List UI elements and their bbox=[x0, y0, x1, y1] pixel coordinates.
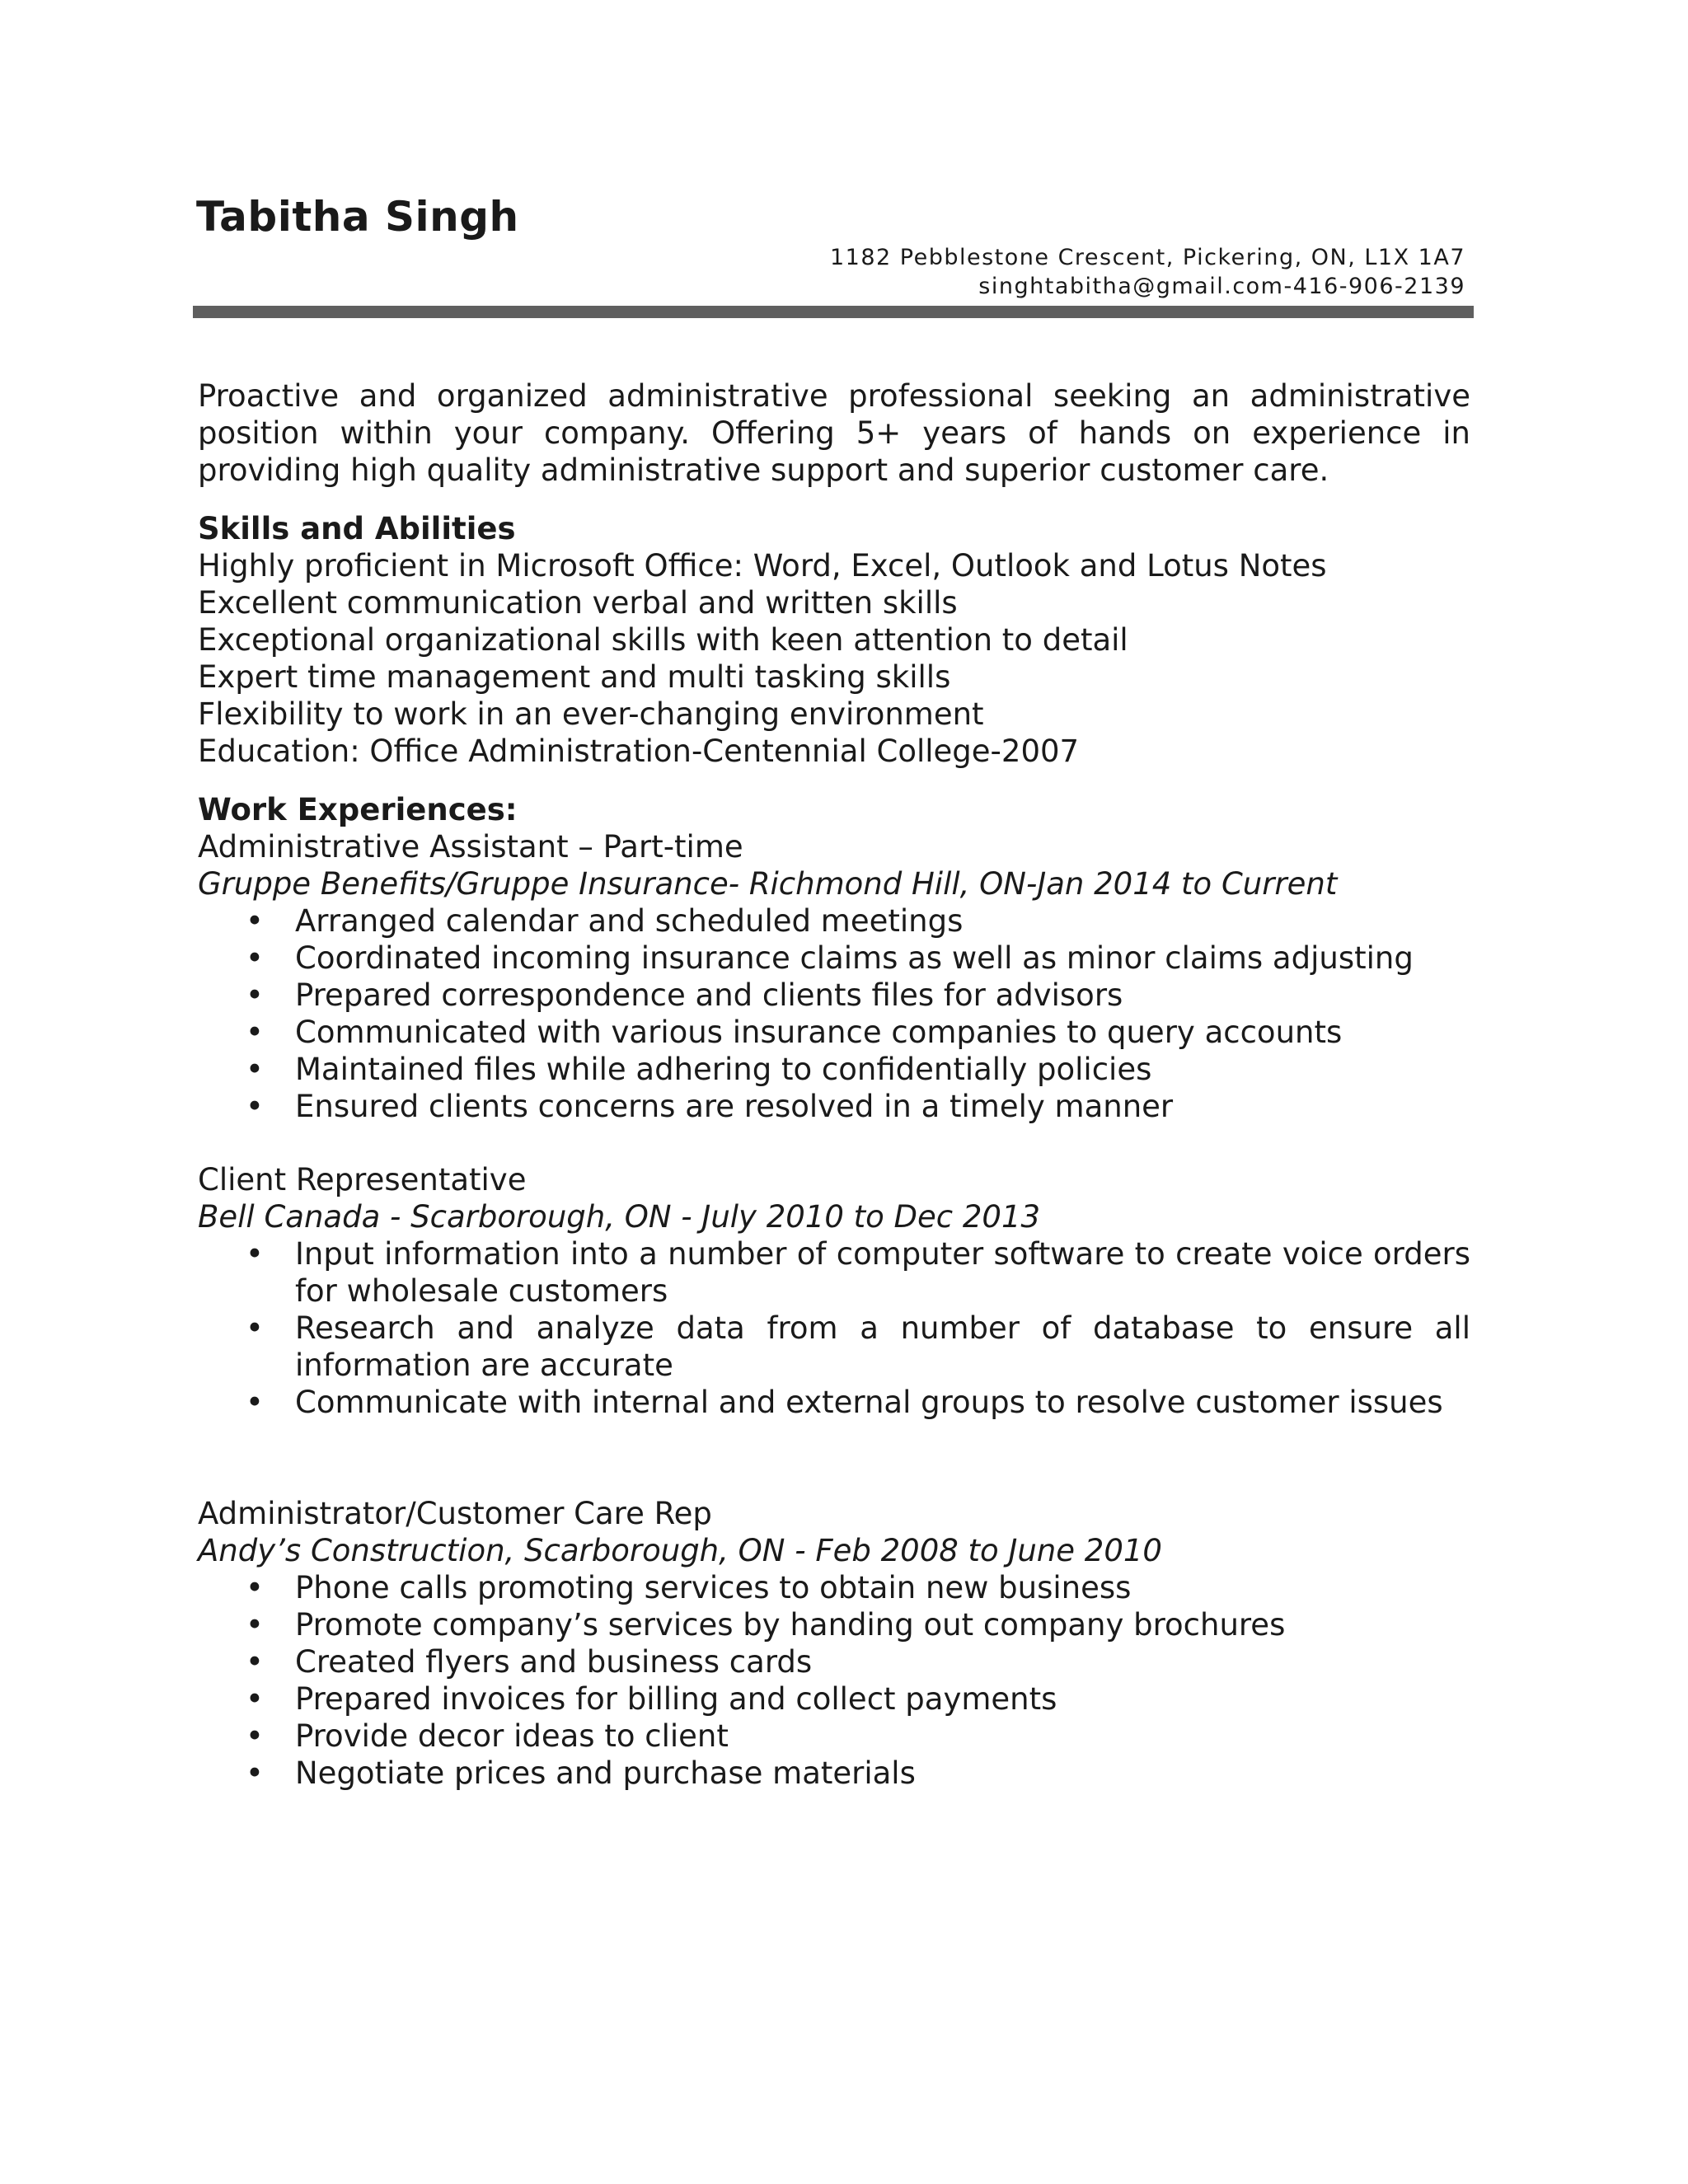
job-bullets bbox=[198, 902, 1470, 1125]
bullet-item: • Created flyers and business cards bbox=[198, 1643, 1470, 1680]
job-entry bbox=[198, 828, 1470, 1125]
job-company: Bell Canada - Scarborough, ON - July 2010 to Dec 2013 bbox=[198, 1199, 1041, 1235]
job-company: Gruppe Benefits/Gruppe Insurance- Richmond Hill, ON-Jan 2014 to Current bbox=[198, 866, 1338, 902]
job-title: Administrator/Customer Care Rep bbox=[198, 1496, 712, 1531]
bullet-item: • Arranged calendar and scheduled meetings bbox=[198, 902, 1470, 940]
bullet-item: • Communicate with internal and external groups to resolve customer issues bbox=[198, 1384, 1470, 1421]
bullet-item: • Ensured clients concerns are resolved in a timely manner bbox=[198, 1088, 1470, 1125]
contact-block bbox=[830, 243, 1465, 301]
bullet-item: • Research and analyze data from a number of database to ensure all information are accurate bbox=[198, 1310, 1470, 1384]
job-entry bbox=[198, 1161, 1470, 1421]
job-bullets bbox=[198, 1235, 1470, 1421]
bullet-item: • Negotiate prices and purchase materials bbox=[198, 1755, 1470, 1792]
skill-item: Excellent communication verbal and written skills bbox=[198, 585, 958, 621]
job-title: Administrative Assistant – Part-time bbox=[198, 829, 743, 865]
spacer bbox=[198, 1421, 1470, 1495]
resume-body bbox=[198, 377, 1470, 1792]
bullet-item: • Provide decor ideas to client bbox=[198, 1718, 1470, 1755]
bullet-item: • Maintained files while adhering to confidentially policies bbox=[198, 1051, 1470, 1088]
header-divider bbox=[193, 306, 1474, 318]
skill-item: Expert time management and multi tasking skills bbox=[198, 659, 951, 695]
bullet-item: • Prepared correspondence and clients files for advisors bbox=[198, 977, 1470, 1014]
job-bullets bbox=[198, 1569, 1470, 1792]
candidate-name: Tabitha Singh bbox=[196, 193, 519, 241]
skills-heading: Skills and Abilities bbox=[198, 511, 516, 546]
skill-item: Flexibility to work in an ever-changing environment bbox=[198, 696, 984, 732]
summary-paragraph: Proactive and organized administrative professional seeking an administrative position within your company. Offering 5+ years of hands on experience in providing high quality administrative support and superior customer care. bbox=[198, 378, 1470, 488]
skill-item: Exceptional organizational skills with keen attention to detail bbox=[198, 622, 1128, 658]
bullet-item: • Communicated with various insurance companies to query accounts bbox=[198, 1014, 1470, 1051]
skill-item: Education: Office Administration-Centennial College-2007 bbox=[198, 733, 1080, 769]
email-phone: singhtabitha@gmail.com-416-906-2139 bbox=[978, 274, 1465, 299]
bullet-item: • Input information into a number of computer software to create voice orders for wholesale customers bbox=[198, 1235, 1470, 1310]
bullet-item: • Phone calls promoting services to obtain new business bbox=[198, 1569, 1470, 1606]
bullet-item: • Promote company’s services by handing out company brochures bbox=[198, 1606, 1470, 1643]
skill-item: Highly proficient in Microsoft Office: Word, Excel, Outlook and Lotus Notes bbox=[198, 548, 1327, 583]
skills-section bbox=[198, 510, 1470, 770]
job-title: Client Representative bbox=[198, 1162, 527, 1197]
job-entry bbox=[198, 1495, 1470, 1792]
experience-heading: Work Experiences: bbox=[198, 792, 518, 827]
experience-section bbox=[198, 791, 1470, 1792]
bullet-item: • Prepared invoices for billing and collect payments bbox=[198, 1680, 1470, 1718]
spacer bbox=[198, 1125, 1470, 1161]
bullet-item: • Coordinated incoming insurance claims as well as minor claims adjusting bbox=[198, 940, 1470, 977]
address: 1182 Pebblestone Crescent, Pickering, ON, L1X 1A7 bbox=[829, 245, 1465, 270]
job-company: Andy’s Construction, Scarborough, ON - Feb 2008 to June 2010 bbox=[198, 1533, 1162, 1568]
